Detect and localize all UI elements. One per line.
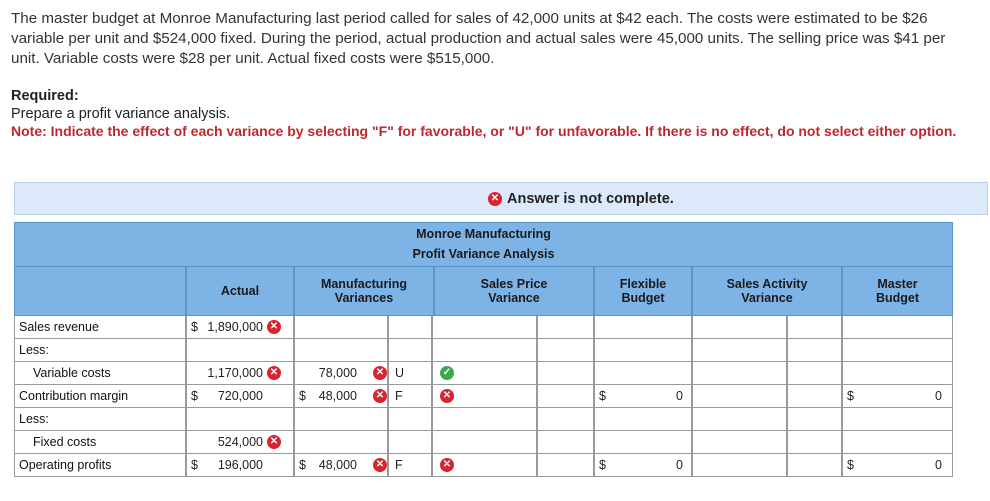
price-contribution-margin-fu-select[interactable] <box>537 385 594 408</box>
column-header-flexible: Flexible Budget <box>594 266 692 316</box>
row-label: Less: <box>14 408 186 431</box>
mfg-sales-revenue-fu-select[interactable] <box>388 316 432 339</box>
mfg-contribution-margin-fu-select[interactable]: F <box>388 385 432 408</box>
master-fixed-costs-input[interactable] <box>842 431 953 454</box>
master-operating-profits-input[interactable]: $ 0 <box>842 454 953 477</box>
mfg-operating-profits-fu-select[interactable]: F <box>388 454 432 477</box>
error-icon: ✕ <box>267 366 281 380</box>
flex-variable-costs-input[interactable] <box>594 362 692 385</box>
column-header-sales-activity: Sales Activity Variance <box>692 266 842 316</box>
error-icon: ✕ <box>267 435 281 449</box>
actual-fixed-costs-input[interactable]: 524,000 ✕ <box>186 431 294 454</box>
actual-operating-profits-input[interactable]: $ 196,000 <box>186 454 294 477</box>
activity-contribution-margin-input[interactable] <box>692 385 787 408</box>
price-operating-profits-input[interactable] <box>432 454 537 477</box>
activity-operating-profits-fu-select[interactable] <box>787 454 842 477</box>
table-row-operating-profits <box>14 454 953 477</box>
mfg-fixed-costs-input[interactable] <box>294 431 388 454</box>
row-label: Fixed costs <box>14 431 186 454</box>
column-header-actual: Actual <box>186 266 294 316</box>
activity-sales-revenue-fu-select[interactable] <box>787 316 842 339</box>
master-sales-revenue-input[interactable] <box>842 316 953 339</box>
actual-contribution-margin-input[interactable]: $ 720,000 <box>186 385 294 408</box>
error-icon: ✕ <box>488 192 502 206</box>
column-header-master: Master Budget <box>842 266 953 316</box>
note-text: Note: Indicate the effect of each variance by selecting "F" for favorable, or "U" for unfavorable. If there is no effect, do not select either option. <box>11 123 957 139</box>
answer-status-text: Answer is not complete. <box>507 191 674 207</box>
table-row-fixed-costs <box>14 431 953 454</box>
table-row-less-1 <box>14 339 953 362</box>
required-text: Prepare a profit variance analysis. <box>11 106 231 122</box>
activity-variable-costs-fu-select[interactable] <box>787 362 842 385</box>
flex-fixed-costs-input[interactable] <box>594 431 692 454</box>
flex-contribution-margin-input[interactable]: $ 0 <box>594 385 692 408</box>
price-fixed-costs-fu-select[interactable] <box>537 431 594 454</box>
column-header-manufacturing: Manufacturing Variances <box>294 266 434 316</box>
mfg-operating-profits-input[interactable]: $ 48,000 ✕ <box>294 454 388 477</box>
activity-variable-costs-input[interactable] <box>692 362 787 385</box>
master-variable-costs-input[interactable] <box>842 362 953 385</box>
error-icon: ✕ <box>440 389 454 403</box>
flex-sales-revenue-input[interactable] <box>594 316 692 339</box>
error-icon: ✕ <box>373 389 387 403</box>
row-label: Operating profits <box>14 454 186 477</box>
row-label: Sales revenue <box>14 316 186 339</box>
required-label: Required: <box>11 88 79 104</box>
price-variable-costs-fu-select[interactable] <box>537 362 594 385</box>
activity-contribution-margin-fu-select[interactable] <box>787 385 842 408</box>
check-icon: ✓ <box>440 366 454 380</box>
mfg-contribution-margin-input[interactable]: $ 48,000 ✕ <box>294 385 388 408</box>
master-contribution-margin-input[interactable]: $ 0 <box>842 385 953 408</box>
activity-sales-revenue-input[interactable] <box>692 316 787 339</box>
problem-statement: The master budget at Monroe Manufacturing last period called for sales of 42,000 units at $42 each. The costs were estimated to be $26 variable per unit and $524,000 fixed. During the period, actual production and actual sales were 45,000 units. The selling price was $41 per unit. Variable costs were $28 per unit. Actual fixed costs were $515,000. <box>11 10 946 67</box>
column-header-blank <box>14 266 186 316</box>
actual-variable-costs-input[interactable]: 1,170,000 ✕ <box>186 362 294 385</box>
mfg-sales-revenue-input[interactable] <box>294 316 388 339</box>
flex-operating-profits-input[interactable]: $ 0 <box>594 454 692 477</box>
table-title: Monroe Manufacturing <box>14 222 953 244</box>
table-row-less-2 <box>14 408 953 431</box>
price-operating-profits-fu-select[interactable] <box>537 454 594 477</box>
price-contribution-margin-input[interactable] <box>432 385 537 408</box>
table-row-contribution-margin <box>14 385 953 408</box>
table-row-sales-revenue <box>14 316 953 339</box>
price-fixed-costs-input[interactable] <box>432 431 537 454</box>
mfg-fixed-costs-fu-select[interactable] <box>388 431 432 454</box>
answer-status <box>488 191 674 207</box>
error-icon: ✕ <box>373 366 387 380</box>
row-label: Contribution margin <box>14 385 186 408</box>
price-sales-revenue-fu-select[interactable] <box>537 316 594 339</box>
table-subtitle: Profit Variance Analysis <box>14 244 953 266</box>
actual-sales-revenue-input[interactable]: $ 1,890,000 ✕ <box>186 316 294 339</box>
mfg-variable-costs-fu-select[interactable]: U <box>388 362 432 385</box>
mfg-variable-costs-input[interactable]: 78,000 ✕ <box>294 362 388 385</box>
error-icon: ✕ <box>440 458 454 472</box>
activity-fixed-costs-input[interactable] <box>692 431 787 454</box>
row-label: Less: <box>14 339 186 362</box>
required-section <box>11 87 230 123</box>
error-icon: ✕ <box>267 320 281 334</box>
price-variable-costs-input[interactable] <box>432 362 537 385</box>
error-icon: ✕ <box>373 458 387 472</box>
activity-operating-profits-input[interactable] <box>692 454 787 477</box>
column-header-sales-price: Sales Price Variance <box>434 266 594 316</box>
table-row-variable-costs <box>14 362 953 385</box>
row-label: Variable costs <box>14 362 186 385</box>
price-sales-revenue-input[interactable] <box>432 316 537 339</box>
activity-fixed-costs-fu-select[interactable] <box>787 431 842 454</box>
